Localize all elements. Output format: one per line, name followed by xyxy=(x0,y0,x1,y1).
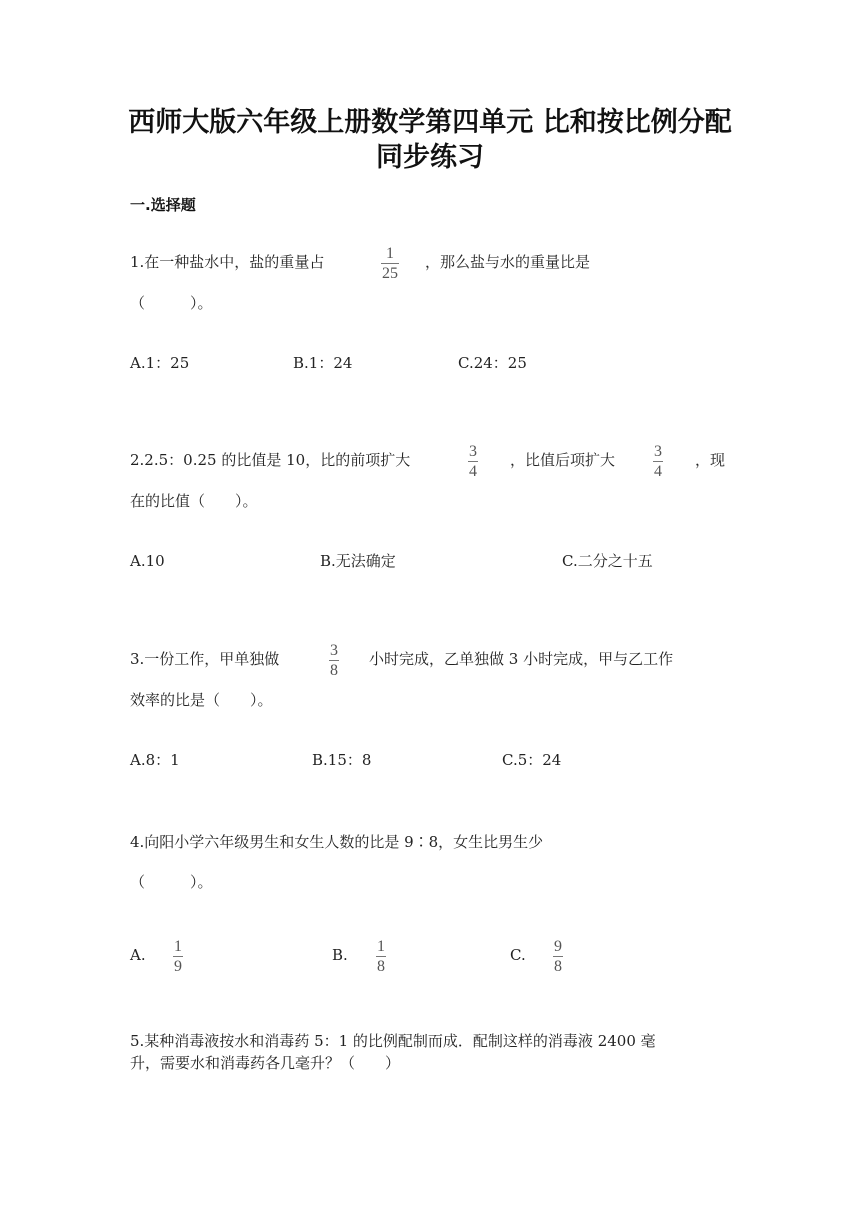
q4-text-b: （ ）。 xyxy=(130,873,213,891)
q3-option-a: A.8：1 xyxy=(130,751,180,769)
q4-option-c-numerator: 9 xyxy=(554,938,562,955)
q2-text-b: ，比值后项扩大 xyxy=(510,451,616,469)
q2-fraction-1-denominator: 4 xyxy=(469,463,477,480)
q4-option-a-denominator: 9 xyxy=(174,958,182,975)
q1-option-a: A.1：25 xyxy=(130,354,190,372)
q5-text-b: 升，需要水和消毒药各几毫升？（ ） xyxy=(130,1054,401,1072)
q2-fraction-2-denominator: 4 xyxy=(654,463,662,480)
q1-fraction-numerator: 1 xyxy=(386,245,394,262)
q5-text-a: 5.某种消毒液按水和消毒药 5：1 的比例配制而成．配制这样的消毒液 2400 毫 xyxy=(130,1032,656,1050)
q4-option-b-fraction xyxy=(376,938,386,975)
q4-option-a-label: A. xyxy=(130,946,146,964)
q2-fraction-1-numerator: 3 xyxy=(469,443,477,460)
q4-option-b-denominator: 8 xyxy=(377,958,385,975)
q4-option-c-denominator: 8 xyxy=(554,958,562,975)
q1-text-c: （ ）。 xyxy=(130,294,213,312)
q3-option-b: B.15：8 xyxy=(312,751,372,769)
fraction-bar xyxy=(376,956,386,957)
q1-option-c: C.24：25 xyxy=(458,354,527,372)
q2-text-d: 在的比值（ ）。 xyxy=(130,492,258,510)
page-title-line1: 西师大版六年级上册数学第四单元 比和按比例分配 xyxy=(128,107,732,138)
section-heading-choice: 一.选择题 xyxy=(130,196,196,214)
q2-option-b: B.无法确定 xyxy=(320,552,396,570)
fraction-bar xyxy=(381,263,399,264)
q3-fraction-denominator: 8 xyxy=(330,662,338,679)
q2-option-a: A.10 xyxy=(130,552,165,570)
q2-text-a: 2.2.5：0.25 的比值是 10，比的前项扩大 xyxy=(130,451,411,469)
fraction-bar xyxy=(653,461,663,462)
q4-option-b-label: B. xyxy=(332,946,348,964)
q2-option-c: C.二分之十五 xyxy=(562,552,653,570)
q3-text-a: 3.一份工作，甲单独做 xyxy=(130,650,280,668)
q2-fraction-2-numerator: 3 xyxy=(654,443,662,460)
q2-fraction-2 xyxy=(653,443,663,480)
fraction-bar xyxy=(468,461,478,462)
q2-fraction-1 xyxy=(468,443,478,480)
q4-option-b-numerator: 1 xyxy=(377,938,385,955)
q1-option-b: B.1：24 xyxy=(293,354,353,372)
q1-text-b: ，那么盐与水的重量比是 xyxy=(425,253,591,271)
fraction-bar xyxy=(553,956,563,957)
fraction-bar xyxy=(173,956,183,957)
q3-text-b: 小时完成，乙单独做 3 小时完成，甲与乙工作 xyxy=(369,650,674,668)
q3-text-c: 效率的比是（ ）。 xyxy=(130,691,273,709)
fraction-bar xyxy=(329,660,339,661)
q1-text-a: 1.在一种盐水中，盐的重量占 xyxy=(130,253,325,271)
q3-fraction xyxy=(329,642,339,679)
q4-option-c-label: C. xyxy=(510,946,526,964)
q1-fraction xyxy=(381,245,399,282)
q2-text-c: ，现 xyxy=(695,451,726,469)
q3-fraction-numerator: 3 xyxy=(330,642,338,659)
q3-option-c: C.5：24 xyxy=(502,751,562,769)
page-title-line2: 同步练习 xyxy=(376,142,484,173)
q4-text-a: 4.向阳小学六年级男生和女生人数的比是 9∶8，女生比男生少 xyxy=(130,833,544,851)
q4-option-a-fraction xyxy=(173,938,183,975)
q4-option-a-numerator: 1 xyxy=(174,938,182,955)
q1-fraction-denominator: 25 xyxy=(382,265,398,282)
q4-option-c-fraction xyxy=(553,938,563,975)
